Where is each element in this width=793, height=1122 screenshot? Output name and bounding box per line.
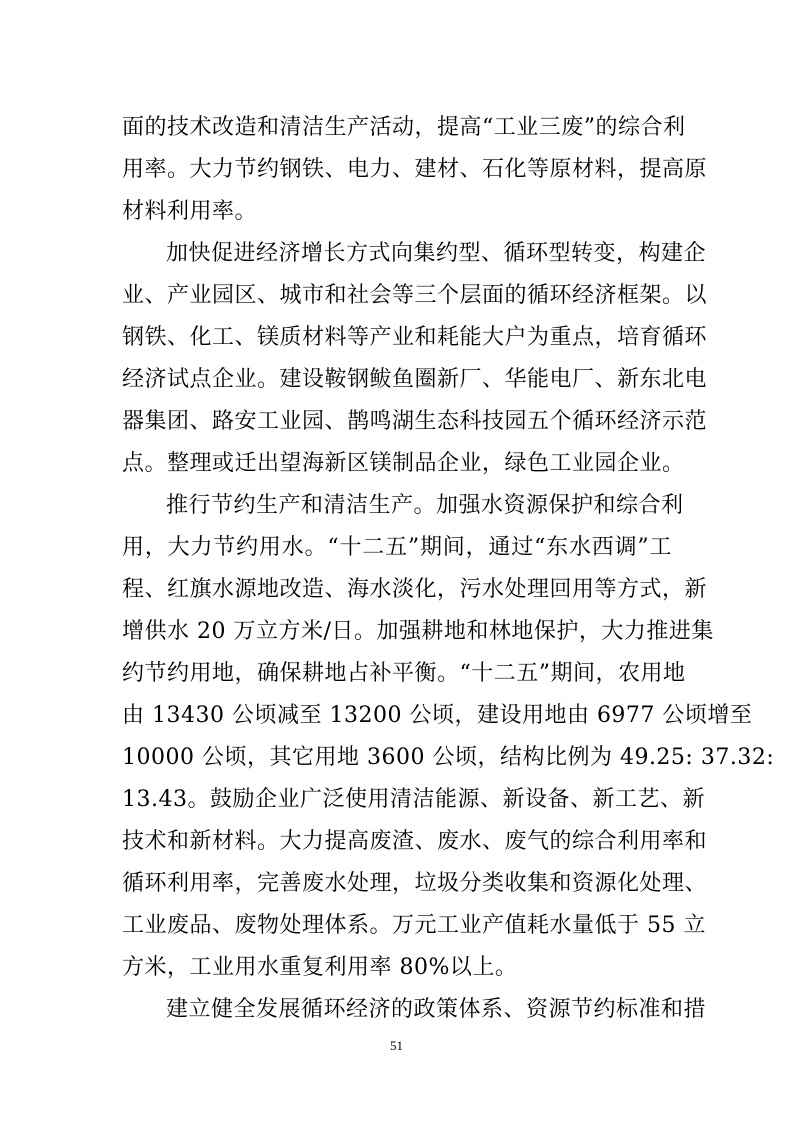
text-line: 面的技术改造和清洁生产活动，提高“工业三废”的综合利 xyxy=(122,115,686,140)
text-line: 加快促进经济增长方式向集约型、循环型转变，构建企 xyxy=(166,241,707,266)
text-line: 10000 公顷，其它用地 3600 公顷，结构比例为 49.25: 37.32: xyxy=(122,745,775,770)
text-line: 钢铁、化工、镁质材料等产业和耗能大户为重点，培育循环 xyxy=(122,325,708,350)
text-line: 点。整理或迁出望海新区镁制品企业，绿色工业园企业。 xyxy=(122,451,685,476)
text-line: 工业废品、废物处理体系。万元工业产值耗水量低于 55 立 xyxy=(122,913,706,938)
text-line: 由 13430 公顷减至 13200 公顷，建设用地由 6977 公顷增至 xyxy=(122,703,753,728)
text-line: 用，大力节约用水。“十二五”期间，通过“东水西调”工 xyxy=(122,535,672,560)
text-line: 增供水 20 万立方米/日。加强耕地和林地保护，大力推进集 xyxy=(122,619,714,644)
text-line: 方米，工业用水重复利用率 80%以上。 xyxy=(122,955,518,980)
text-line: 经济试点企业。建设鞍钢鲅鱼圈新厂、华能电厂、新东北电 xyxy=(122,367,708,392)
text-line: 业、产业园区、城市和社会等三个层面的循环经济框架。以 xyxy=(122,283,708,308)
text-line: 技术和新材料。大力提高废渣、废水、废气的综合利用率和 xyxy=(122,829,708,854)
text-line: 程、红旗水源地改造、海水淡化，污水处理回用等方式，新 xyxy=(122,577,708,602)
text-line: 循环利用率，完善废水处理，垃圾分类收集和资源化处理、 xyxy=(122,871,708,896)
text-line: 材料利用率。 xyxy=(122,199,258,224)
text-line: 用率。大力节约钢铁、电力、建材、石化等原材料，提高原 xyxy=(122,157,708,182)
page-number: 51 xyxy=(390,1038,403,1053)
text-line: 13.43。鼓励企业广泛使用清洁能源、新设备、新工艺、新 xyxy=(122,787,705,812)
text-line: 建立健全发展循环经济的政策体系、资源节约标准和措 xyxy=(166,997,707,1022)
text-line: 推行节约生产和清洁生产。加强水资源保护和综合利 xyxy=(166,493,684,518)
text-line: 约节约用地，确保耕地占补平衡。“十二五”期间，农用地 xyxy=(122,661,686,686)
text-line: 器集团、路安工业园、鹊鸣湖生态科技园五个循环经济示范 xyxy=(122,409,708,434)
